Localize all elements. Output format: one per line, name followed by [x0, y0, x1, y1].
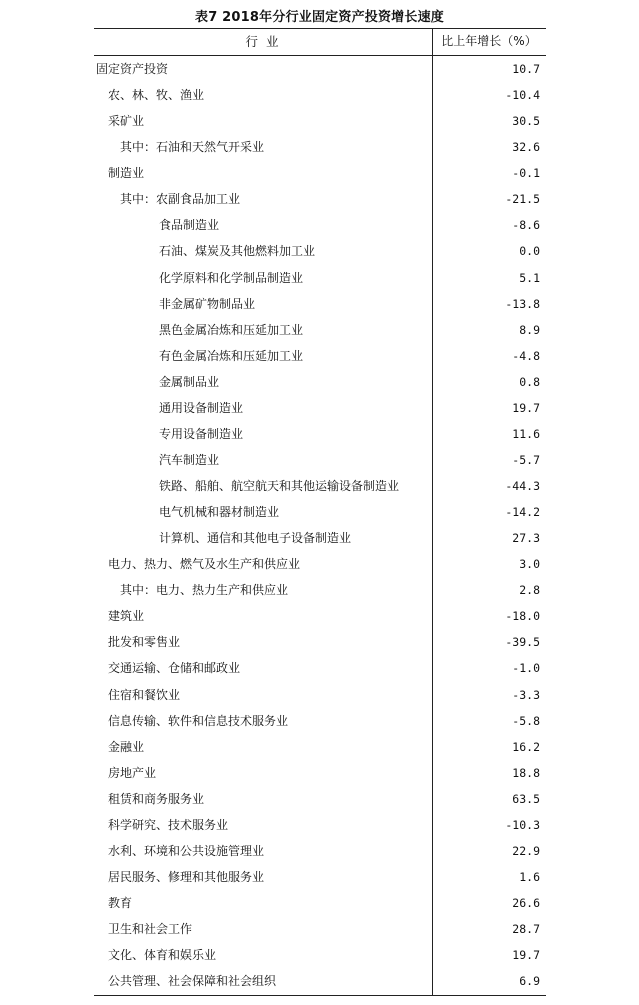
growth-value: 26.6 [512, 896, 540, 910]
table-row [94, 551, 546, 577]
industry-label: 通用设备制造业 [159, 400, 244, 415]
table-row [94, 212, 546, 238]
industry-label: 计算机、通信和其他电子设备制造业 [159, 531, 352, 546]
table-row [94, 343, 546, 369]
growth-value: 28.7 [512, 922, 540, 937]
growth-value: 18.8 [512, 765, 540, 780]
table-row [94, 265, 546, 291]
growth-value: 19.7 [512, 400, 540, 415]
table-row [94, 473, 546, 499]
growth-value: -8.6 [512, 218, 540, 233]
table-row [94, 629, 546, 655]
industry-label: 专用设备制造业 [159, 426, 244, 441]
table-row [94, 708, 546, 734]
industry-label: 食品制造业 [159, 218, 220, 233]
industry-label: 文化、体育和娱乐业 [108, 948, 217, 963]
industry-label: 有色金属冶炼和压延加工业 [159, 348, 304, 363]
industry-label: 科学研究、技术服务业 [108, 817, 229, 832]
growth-value: -5.7 [512, 452, 540, 467]
industry-label: 建筑业 [108, 609, 145, 624]
growth-value: 30.5 [512, 114, 540, 129]
growth-value: -21.5 [505, 192, 540, 207]
table-title: 表7 2018年分行业固定资产投资增长速度 [195, 10, 444, 25]
growth-value: -10.4 [505, 88, 540, 103]
table-row [94, 82, 546, 108]
industry-label: 汽车制造业 [159, 452, 220, 467]
table-row [94, 864, 546, 890]
growth-value: 5.1 [519, 270, 540, 285]
growth-value: 8.9 [519, 322, 540, 337]
industry-label: 采矿业 [108, 114, 145, 129]
growth-value: 6.9 [519, 974, 540, 989]
header-growth: 比上年增长（%） [441, 34, 537, 48]
growth-value: -0.1 [512, 166, 540, 181]
growth-value: 3.0 [519, 557, 540, 572]
industry-label: 制造业 [108, 166, 145, 181]
industry-label: 铁路、船舶、航空航天和其他运输设备制造业 [159, 479, 400, 493]
table-row [94, 317, 546, 343]
growth-value: -10.3 [505, 817, 540, 832]
growth-value: 22.9 [512, 843, 540, 858]
growth-value: -3.3 [512, 687, 540, 702]
industry-label: 卫生和社会工作 [108, 922, 193, 937]
table-row [94, 655, 546, 681]
industry-label: 农、林、牧、渔业 [108, 88, 205, 103]
industry-label: 电气机械和器材制造业 [159, 505, 280, 520]
growth-value: 27.3 [512, 531, 540, 546]
industry-label: 化学原料和化学制品制造业 [159, 270, 304, 285]
table-row [94, 942, 546, 968]
industry-label: 其中：农副食品加工业 [120, 192, 241, 207]
growth-value: 2.8 [519, 583, 540, 598]
growth-value: 0.8 [519, 374, 540, 389]
growth-value: 16.2 [512, 739, 540, 754]
table-body [94, 56, 546, 994]
growth-value: 63.5 [512, 791, 540, 806]
growth-value: -18.0 [505, 609, 540, 624]
industry-label: 非金属矿物制品业 [159, 296, 256, 311]
growth-value: 11.6 [512, 426, 540, 441]
industry-label: 交通运输、仓储和邮政业 [108, 661, 241, 676]
growth-value: -14.2 [505, 505, 540, 520]
growth-value: 19.7 [512, 948, 540, 963]
industry-label: 房地产业 [108, 765, 157, 780]
growth-value: -4.8 [512, 348, 540, 363]
table-row [94, 968, 546, 994]
table-row [94, 812, 546, 838]
industry-label: 其中：石油和天然气开采业 [120, 140, 265, 155]
table-row [94, 134, 546, 160]
growth-value: 10.7 [512, 62, 540, 76]
table-row [94, 890, 546, 916]
industry-label: 水利、环境和公共设施管理业 [108, 843, 265, 858]
industry-label: 其中：电力、热力生产和供应业 [120, 583, 289, 598]
industry-label: 电力、热力、燃气及水生产和供应业 [108, 557, 301, 572]
table-row [94, 238, 546, 264]
industry-label: 租赁和商务服务业 [108, 791, 205, 806]
table-row [94, 291, 546, 317]
industry-label: 住宿和餐饮业 [108, 687, 181, 702]
industry-label: 石油、煤炭及其他燃料加工业 [159, 244, 316, 259]
table-row [94, 916, 546, 942]
table-row [94, 525, 546, 551]
table-row [94, 395, 546, 421]
industry-label: 居民服务、修理和其他服务业 [108, 869, 265, 884]
growth-value: -13.8 [505, 296, 540, 311]
industry-label: 金属制品业 [159, 374, 220, 389]
growth-value: -1.0 [512, 661, 540, 676]
table-row [94, 160, 546, 186]
table-row [94, 577, 546, 603]
table-row [94, 734, 546, 760]
table-row [94, 369, 546, 395]
industry-label: 公共管理、社会保障和社会组织 [108, 974, 277, 989]
growth-value: 32.6 [512, 140, 540, 155]
table-row [94, 838, 546, 864]
table-row [94, 421, 546, 447]
table-row [94, 603, 546, 629]
table-row [94, 499, 546, 525]
table-bottom-rule [94, 995, 546, 996]
header-industry: 行 业 [245, 34, 281, 49]
table-row [94, 447, 546, 473]
growth-value: -5.8 [512, 713, 540, 728]
industry-label: 固定资产投资 [96, 62, 169, 76]
growth-value: -44.3 [505, 479, 540, 493]
table-row [94, 56, 546, 82]
growth-value: 0.0 [519, 244, 540, 259]
table-row [94, 682, 546, 708]
industry-label: 教育 [108, 896, 133, 910]
industry-label: 黑色金属冶炼和压延加工业 [159, 322, 304, 337]
industry-label: 批发和零售业 [108, 635, 181, 650]
table-row [94, 108, 546, 134]
growth-value: 1.6 [519, 869, 540, 884]
table-row [94, 786, 546, 812]
industry-label: 信息传输、软件和信息技术服务业 [108, 713, 289, 728]
growth-value: -39.5 [505, 635, 540, 650]
table-row [94, 760, 546, 786]
table-row [94, 186, 546, 212]
industry-label: 金融业 [108, 739, 145, 754]
